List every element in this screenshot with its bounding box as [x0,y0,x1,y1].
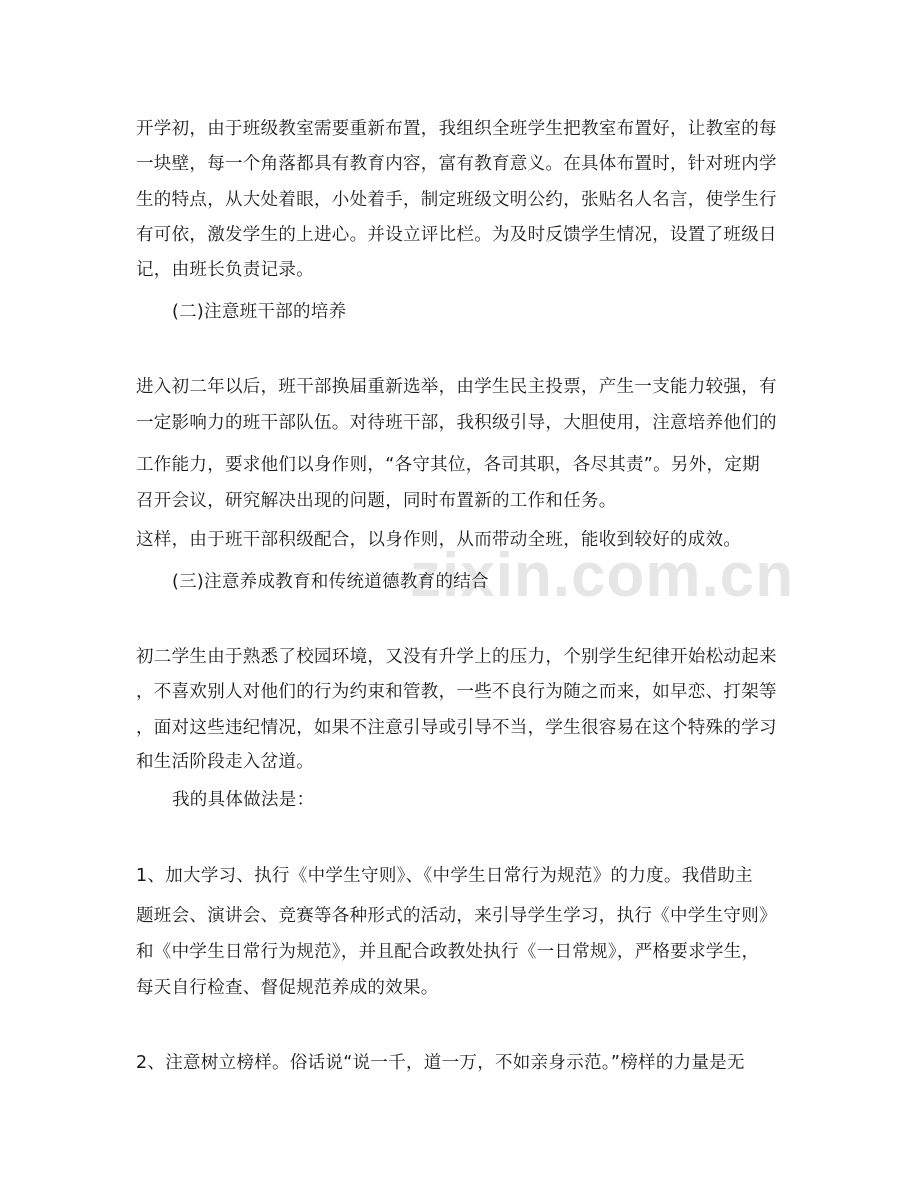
watermark: zixin.com.cn [410,541,795,610]
paragraph-line: 工作能力，要求他们以身作则，“各守其位，各司其职，各尽其责”。另外，定期 [136,455,760,475]
paragraph-line: ，面对这些违纪情况，如果不注意引导或引导不当，学生很容易在这个特殊的学习 [136,718,777,738]
paragraph-line: 召开会议，研究解决出现的问题，同时布置新的工作和任务。 [136,491,617,511]
paragraph-line: 记，由班长负责记录。 [136,260,314,280]
paragraph-line: 和生活阶段走入岔道。 [136,752,314,772]
section-heading: (二)注意班干部的培养 [172,302,347,322]
paragraph-line: 生的特点，从大处着眼，小处着手，制定班级文明公约，张贴名人名言，使学生行 [136,190,777,210]
list-item-line: 每天自行检查、督促规范养成的效果。 [136,978,439,998]
list-item-line: 2、注意树立榜样。俗话说“说一千，道一万，不如亲身示范。”榜样的力量是无 [136,1053,745,1073]
list-item-line: 和《中学生日常行为规范》，并且配合政教处执行《一日常规》，严格要求学生， [136,942,760,962]
paragraph-line: 有可依，激发学生的上进心。并设立评比栏。为及时反馈学生情况，设置了班级日 [136,225,777,245]
paragraph-line: 开学初，由于班级教室需要重新布置，我组织全班学生把教室布置好，让教室的每 [136,119,777,139]
section-heading: 我的具体做法是： [172,790,315,810]
list-item-line: 题班会、演讲会、竞赛等各种形式的活动，来引导学生学习，执行《中学生守则》 [136,906,777,926]
paragraph-line: 初二学生由于熟悉了校园环境，又没有升学上的压力，个别学生纪律开始松动起来 [136,647,777,667]
paragraph-line: 一定影响力的班干部队伍。对待班干部，我积级引导，大胆使用，注意培养他们的 [136,413,777,433]
list-item-line: 1、加大学习、执行《中学生守则》、《中学生日常行为规范》的力度。我借助主 [136,866,753,886]
paragraph-line: 进入初二年以后，班干部换届重新选举，由学生民主投票，产生一支能力较强，有 [136,377,777,397]
section-heading: (三)注意养成教育和传统道德教育的结合 [172,572,489,592]
paragraph-line: 这样，由于班干部积级配合，以身作则，从而带动全班，能收到较好的成效。 [136,530,742,550]
paragraph-line: 一块壁，每一个角落都具有教育内容，富有教育意义。在具体布置时，针对班内学 [136,154,777,174]
paragraph-line: ，不喜欢别人对他们的行为约束和管教，一些不良行为随之而来，如早恋、打架等 [136,682,777,702]
